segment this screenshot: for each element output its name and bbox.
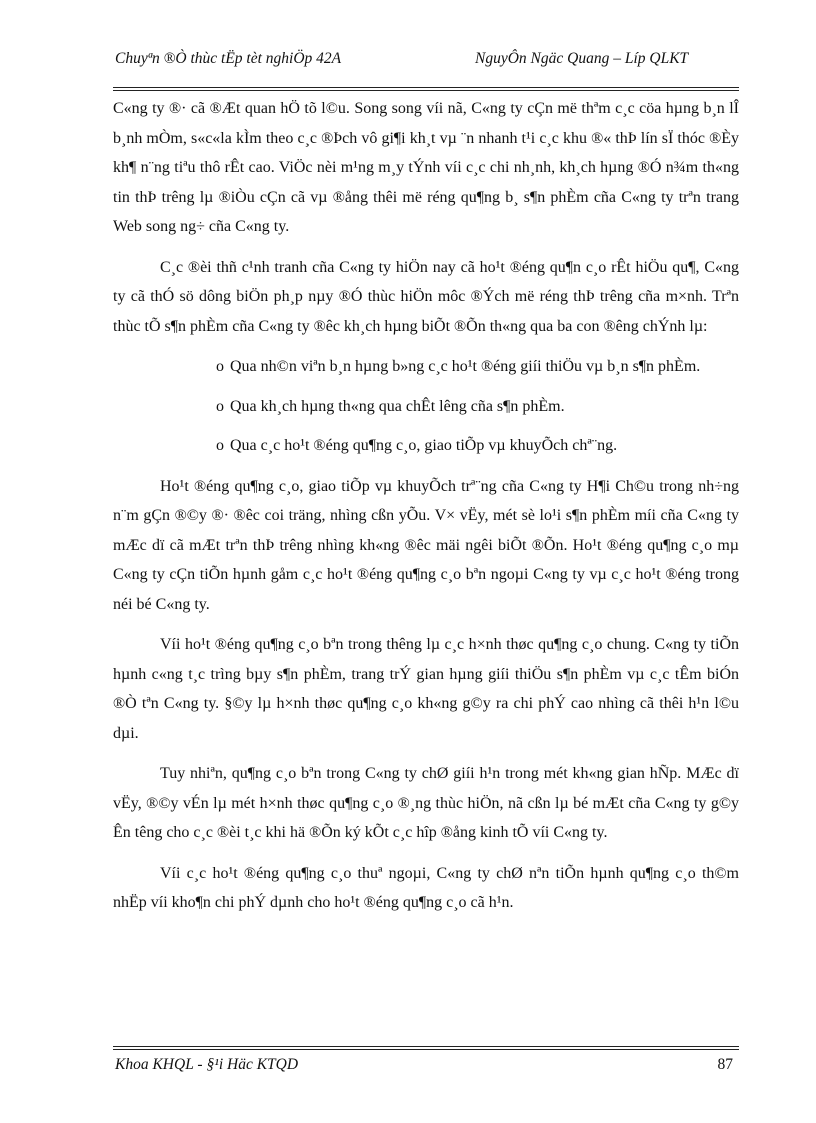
list-item xyxy=(216,392,739,422)
paragraph-5: Tuy nhiªn, qu¶ng c¸o bªn trong C«ng ty chØ giíi h¹n trong mét kh«ng gian hÑp. MÆc dï vËy, ®©y vÉn lµ mét h×nh thøc qu¶ng c¸o ®¸ng thùc hiÖn, nã cßn lµ bé mÆt cña C«ng ty g©y Ên têng cho c¸c ®èi t¸c khi hä ®Õn ký kÕt c¸c hîp ®ång kinh tÕ víi C«ng ty. xyxy=(113,765,739,841)
paragraph-2: C¸c ®èi thñ c¹nh tranh cña C«ng ty hiÖn nay cã ho¹t ®éng qu¶n c¸o rÊt hiÖu qu¶, C«ng ty cã thÓ sö dông biÖn ph¸p nµy ®Ó thùc hiÖn môc ®Ých më réng thÞ trêng cña m×nh. Trªn thùc tÕ s¶n phÈm cña C«ng ty ®êc kh¸ch hµng biÕt ®Õn th«ng qua ba con ®êng chÝnh lµ: xyxy=(113,258,739,335)
list-item xyxy=(216,352,739,382)
paragraph-4: Víi ho¹t ®éng qu¶ng c¸o bªn trong thêng lµ c¸c h×nh thøc qu¶ng c¸o chung. C«ng ty tiÕn hµnh c«ng t¸c trìng bµy s¶n phÈm, trang trÝ gian hµng giíi thiÖu s¶n phÈm vµ c¸c tÊm biÓn ®Ò tªn C«ng ty. §©y lµ h×nh thøc qu¶ng c¸o kh«ng g©y ra chi phÝ cao nhìng cã thêi h¹n l©u dµi. xyxy=(113,636,739,742)
paragraph-6: Víi c¸c ho¹t ®éng qu¶ng c¸o thuª ngoµi, C«ng ty chØ nªn tiÕn hµnh qu¶ng c¸o th©m nhËp víi kho¶n chi phÝ dµnh cho ho¹t ®éng qu¶ng c¸o cã h¹n. xyxy=(113,864,739,911)
header-rule-thin xyxy=(113,90,739,91)
page-header xyxy=(113,50,739,94)
circle-bullet-icon: o xyxy=(216,358,224,375)
list-item-text: Qua nh©n viªn b¸n hµng b»ng c¸c ho¹t ®éng giíi thiÖu vµ b¸n s¶n phÈm. xyxy=(230,358,701,375)
list-item-text: Qua kh¸ch hµng th«ng qua chÊt lêng cña s¶n phÈm. xyxy=(230,397,565,415)
circle-bullet-icon: o xyxy=(216,397,224,415)
bullet-list xyxy=(113,352,739,461)
list-item xyxy=(216,431,739,461)
header-author: NguyÔn Ngäc Quang – Líp QLKT xyxy=(475,50,689,67)
paragraph-1: C«ng ty ®· cã ®Æt quan hÖ tõ l©u. Song song víi nã, C«ng ty cÇn më thªm c¸c cöa hµng b¸n lÎ b¸nh mÒm, s«c«la kÌm theo c¸c ®Þch vô gi¶i kh¸t vµ ¨n nhanh t¹i c¸c khu ®« thÞ lín sÏ thóc ®Èy kh¶ n¨ng tiªu thô rÊt cao. ViÖc nèi m¹ng m¸y tÝnh víi c¸c chi nh¸nh, kh¸ch hµng ®Ó n¾m th«ng tin thÞ trêng lµ ®iÒu cÇn cã vµ ®ång thêi më réng qu¶ng b¸ s¶n phÈm cña C«ng ty trªn trang Web song ng÷ cña C«ng ty. xyxy=(113,100,739,235)
paragraph-3: Ho¹t ®éng qu¶ng c¸o, giao tiÕp vµ khuyÕch trª¨ng cña C«ng ty H¶i Ch©u trong nh÷ng n¨m gÇn ®©y ®· ®êc coi träng, nhìng cßn yÕu. V× vËy, mét sè lo¹i s¶n phÈm míi cña C«ng ty mÆc dï cã mÆt trªn thÞ trêng nhìng kh«ng ®êc mäi ngêi biÕt ®Õn. Ho¹t ®éng qu¶ng c¸o mµ C«ng ty cÇn tiÕn hµnh gåm c¸c ho¹t ®éng qu¶ng c¸o bªn ngoµi C«ng ty vµ c¸c ho¹t ®éng trong néi bé C«ng ty. xyxy=(113,477,739,613)
page-footer xyxy=(113,1046,739,1086)
list-item-text: Qua c¸c ho¹t ®éng qu¶ng c¸o, giao tiÕp vµ khuyÕch chª¨ng. xyxy=(230,437,618,454)
footer-rule xyxy=(113,1049,739,1050)
footer-rule-thin xyxy=(113,1046,739,1047)
header-rule xyxy=(113,87,739,88)
circle-bullet-icon: o xyxy=(216,437,224,454)
page-number: 87 xyxy=(717,1056,733,1073)
header-document-title: Chuyªn ®Ò thùc tËp tèt nghiÖp 42A xyxy=(115,50,342,67)
page-body xyxy=(113,94,739,929)
footer-institution: Khoa KHQL - §¹i Häc KTQD xyxy=(115,1056,299,1073)
